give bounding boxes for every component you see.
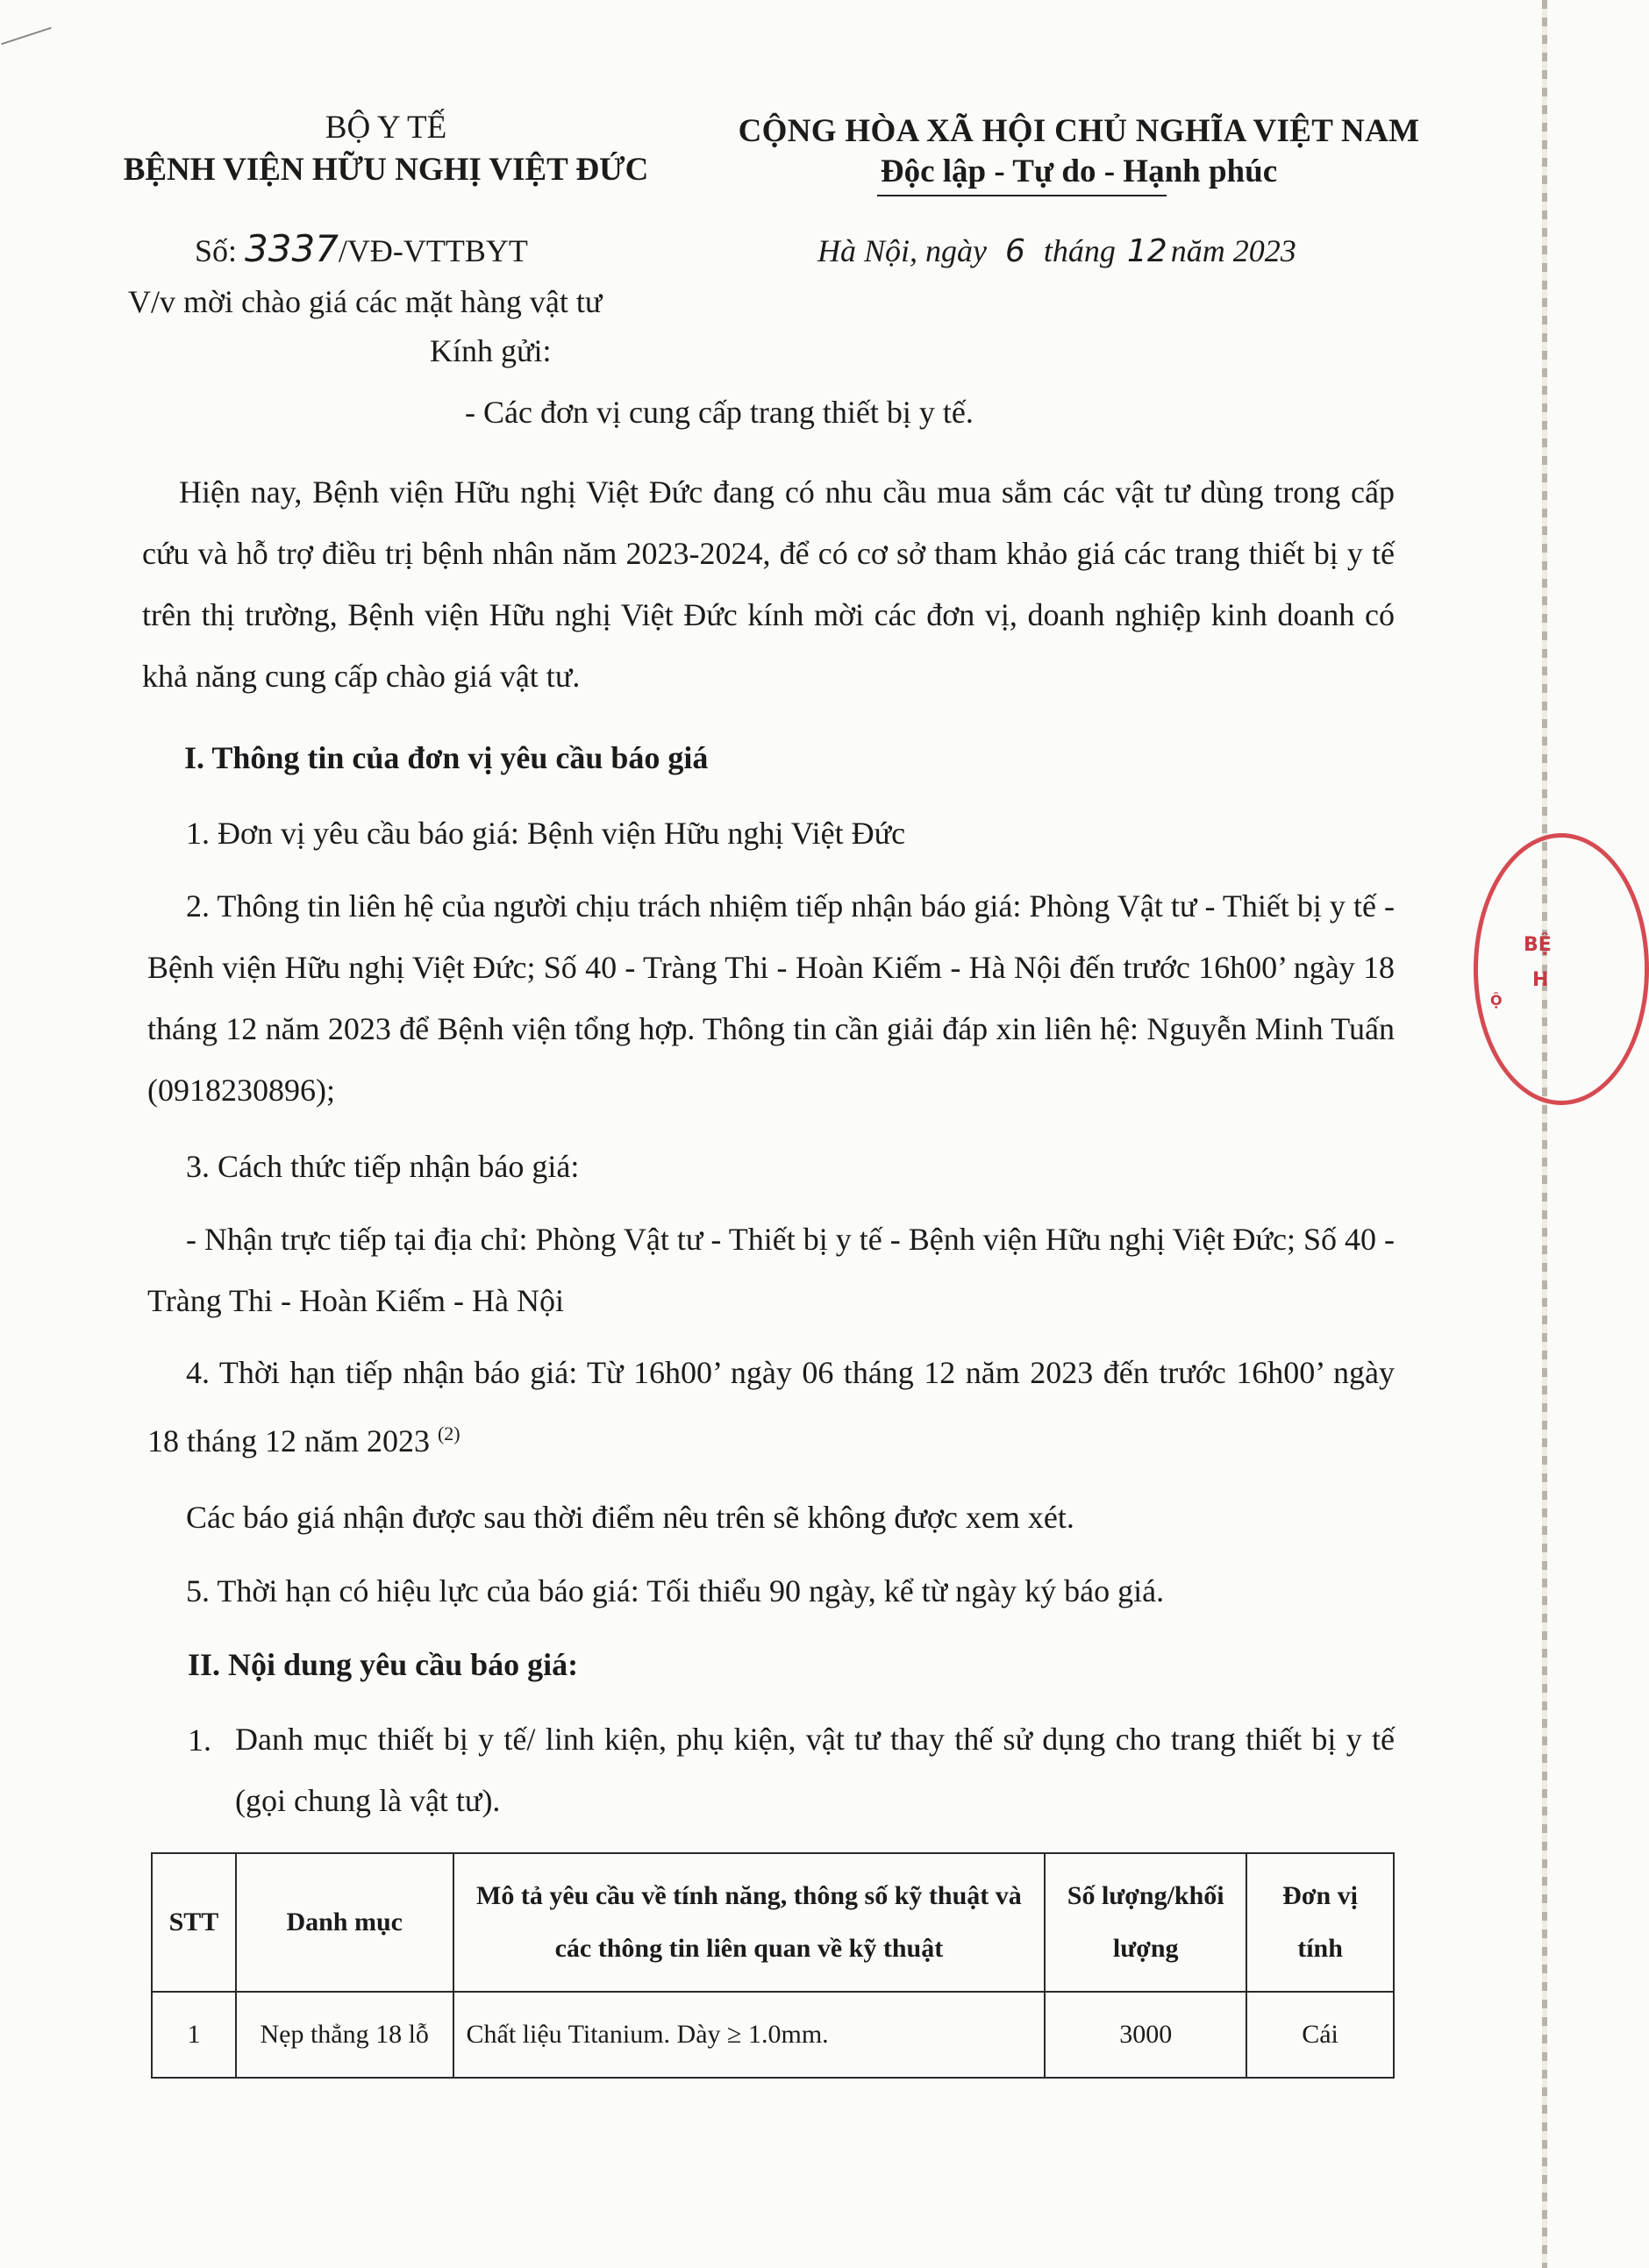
official-stamp [1474,833,1649,1105]
scan-edge [1542,0,1547,2268]
date-month: 12 [1126,233,1167,269]
section-1-title: I. Thông tin của đơn vị yêu cầu báo giá [184,740,709,775]
date-year: năm 2023 [1170,233,1296,268]
header-unit: Đơn vị tính [1246,1853,1394,1992]
section-1-item-4-text: 4. Thời hạn tiếp nhận báo giá: Từ 16h00’ ngày 06 tháng 12 năm 2023 đến trước 16h00’ ngày 18 tháng 12 năm 2023 [147,1355,1395,1459]
section-1-item-5: 5. Thời hạn có hiệu lực của báo giá: Tối thiểu 90 ngày, kể từ ngày ký báo giá. [186,1573,1165,1608]
date-month-label: tháng [1043,233,1116,268]
subject-line: V/v mời chào giá các mặt hàng vật tư [128,284,603,319]
cell-unit: Cái [1246,1992,1394,2078]
header-stt: STT [152,1853,236,1992]
cell-stt: 1 [152,1992,236,2078]
cell-quantity: 3000 [1045,1992,1246,2078]
hospital-name: BỆNH VIỆN HỮU NGHỊ VIỆT ĐỨC [123,152,649,188]
date-place: Hà Nội, ngày [817,233,987,268]
country-name: CỘNG HÒA XÃ HỘI CHỦ NGHĨA VIỆT NAM [738,113,1420,149]
reference-number [195,227,528,270]
motto-underline [877,195,1167,196]
cell-item: Nẹp thẳng 18 lỗ [236,1992,453,2078]
recipient: - Các đơn vị cung cấp trang thiết bị y tế. [465,395,974,430]
section-1-item-3: 3. Cách thức tiếp nhận báo giá: [186,1149,580,1184]
late-submission-note: Các báo giá nhận được sau thời điểm nêu trên sẽ không được xem xét. [186,1500,1074,1535]
table-row [152,1992,1394,2078]
section-1-item-4 [147,1342,1395,1472]
header-description: Mô tả yêu cầu về tính năng, thông số kỹ thuật và các thông tin liên quan về kỹ thuật [453,1853,1046,1992]
section-2-item-1: Danh mục thiết bị y tế/ linh kiện, phụ kiện, vật tư thay thế sử dụng cho trang thiết bị y tế (gọi chung là vật tư). [235,1722,1395,1818]
section-1-item-1: 1. Đơn vị yêu cầu báo giá: Bệnh viện Hữu nghị Việt Đức [186,816,906,851]
greeting: Kính gửi: [430,333,552,368]
section-2-title: II. Nội dung yêu cầu báo giá: [188,1647,579,1682]
date-day: 6 [1005,233,1025,269]
header-item: Danh mục [236,1853,453,1992]
stamp-text-2: H [1532,969,1549,991]
reference-prefix: Số: [195,233,238,268]
stamp-text-1: BỆ [1524,934,1552,956]
ministry-name: BỘ Y TẾ [325,110,447,146]
reference-handwritten-number: 3337 [245,227,339,270]
items-table [151,1852,1395,2079]
intro-paragraph: Hiện nay, Bệnh viện Hữu nghị Việt Đức đang có nhu cầu mua sắm các vật tư dùng trong cấp cứu và hỗ trợ điều trị bệnh nhân năm 2023-2024, để có cơ sở tham khảo giá các trang thiết bị y tế trên thị trường, Bệnh viện Hữu nghị Việt Đức kính mời các đơn vị, doanh nghiệp kinh doanh có khả năng cung cấp chào giá vật tư. [142,474,1395,694]
reference-suffix: /VĐ-VTTBYT [338,233,528,268]
header-quantity: Số lượng/khối lượng [1045,1853,1246,1992]
national-motto: Độc lập - Tự do - Hạnh phúc [880,153,1278,189]
footnote-ref: (2) [437,1423,460,1444]
stamp-text-3: Ộ [1490,992,1503,1009]
section-2-item-1-number: 1. [188,1722,211,1758]
cell-description: Chất liệu Titanium. Dày ≥ 1.0mm. [453,1992,1046,2078]
pen-mark [1,27,52,45]
section-1-item-3-detail: - Nhận trực tiếp tại địa chỉ: Phòng Vật tư - Thiết bị y tế - Bệnh viện Hữu nghị Việt Đức; Số 40 - Tràng Thi - Hoàn Kiếm - Hà Nội [147,1222,1395,1318]
table-header-row [152,1853,1394,1992]
document-date [817,232,1296,271]
section-1-item-2: 2. Thông tin liên hệ của người chịu trách nhiệm tiếp nhận báo giá: Phòng Vật tư - Thiết bị y tế - Bệnh viện Hữu nghị Việt Đức; Số 40 - Tràng Thi - Hoàn Kiếm - Hà Nội đến trước 16h00’ ngày 18 tháng 12 năm 2023 để Bệnh viện tổng hợp. Thông tin cần giải đáp xin liên hệ: Nguyễn Minh Tuấn (0918230896); [147,888,1395,1108]
